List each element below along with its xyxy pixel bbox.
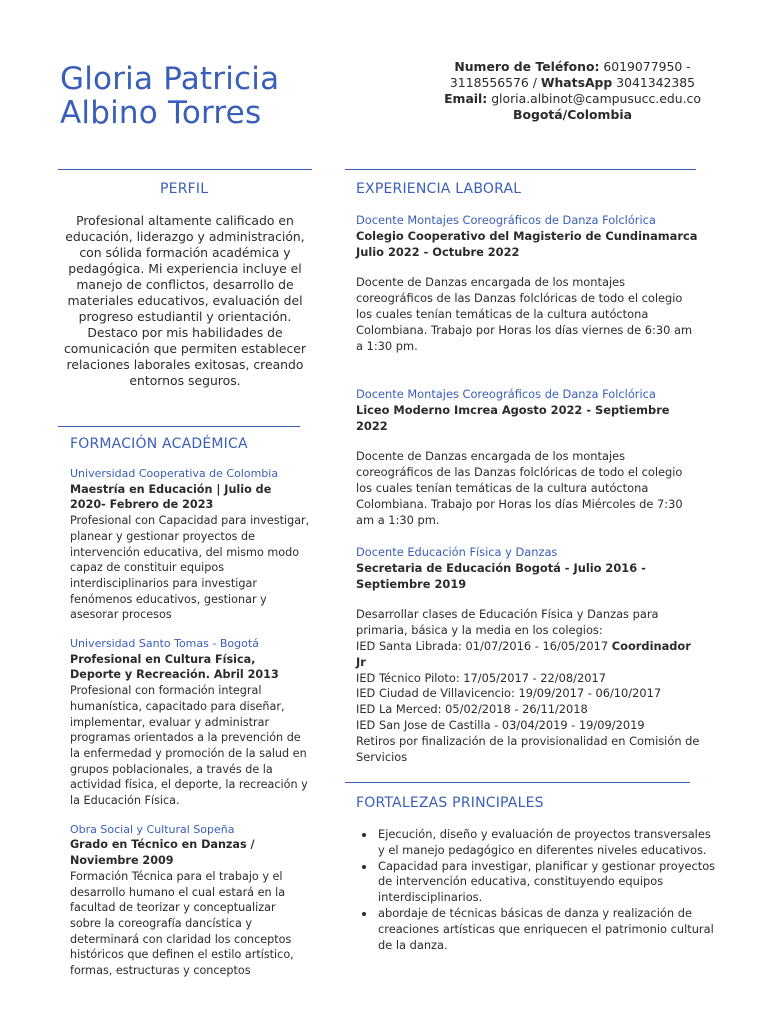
school-line: IED Ciudad de Villavicencio: 19/09/2017 - 06/10/2017 [356,686,662,701]
education-degree: Grado en Técnico en Danzas / Noviembre 2009 [70,838,255,868]
education-degree: Profesional en Cultura Física, Deporte y Recreación. Abril 2013 [70,652,279,682]
name-line-1: Gloria Patricia [60,61,280,97]
divider-perfil [58,169,312,170]
strength-item: • abordaje de técnicas básicas de danza y realización de creaciones artísticas que enriquecen el patrimonio cultural de la danza. [376,906,721,953]
school-line: Retiros por finalización de la provisionalidad en Comisión de Servicios [356,733,700,764]
divider-fortalezas [345,782,690,783]
job-description: Docente de Danzas encargada de los montajes coreográficos de las Danzas folclóricas de todo el colegio los cuales tenían temáticas de la cultura autóctona Colombiana. Trabajo por Horas los días viernes de 6:30 am a 1:30 pm. [356,275,693,353]
name-line-2: Albino Torres [60,95,262,131]
job-organization: Secretaria de Educación Bogotá - Julio 2016 - Septiembre 2019 [356,560,646,591]
formacion-list [70,466,310,992]
job-organization: Liceo Moderno Imcrea Agosto 2022 - Septiembre 2022 [356,402,670,433]
phone-value: 6019077950 - 3118556576 / [449,59,691,90]
education-institution: Universidad Santo Tomas - Bogotá [70,637,259,651]
job-title: Docente Montajes Coreográficos de Danza Folclórica [356,387,656,401]
education-institution: Obra Social y Cultural Sopeña [70,822,235,836]
education-description: Profesional con formación integral humanística, capacitado para diseñar, implementar, evaluar y administrar programas orientados a la prevención de la enfermedad y promoción de la salud en grupos poblacionales, a través de la actividad física, el deporte, la recreación y la Educación Física. [70,684,308,808]
divider-formacion [58,426,300,427]
experiencia-heading: EXPERIENCIA LABORAL [356,181,522,197]
fortalezas-list [356,827,721,953]
education-description: Profesional con Capacidad para investigar, planear y gestionar proyectos de intervención educativa, del mismo modo capaz de constituir equipos interdisciplinarios para investigar fenómenos educativos, gestionar y asesorar procesos [70,514,310,622]
job-dates: Julio 2022 - Octubre 2022 [356,244,520,259]
education-item [70,636,310,809]
strength-item: • Capacidad para investigar, planificar y gestionar proyectos de intervención educativa, constituyendo equipos interdisciplinarios. [376,859,721,906]
perfil-text: Profesional altamente calificado en educación, liderazgo y administración, con sólida formación académica y pedagógica. Mi experiencia incluye el manejo de conflictos, desarrollo de materiales educativos, evaluación del progreso estudiantil y orientación. Destaco por mis habilidades de comunicación que permiten establecer relaciones laborales exitosas, creando entornos seguros. [63,213,307,388]
school-line: IED San Jose de Castilla - 03/04/2019 - 19/09/2019 [356,717,645,732]
education-item [70,822,310,979]
job-title: Docente Educación Física y Danzas [356,545,558,559]
job-description: Desarrollar clases de Educación Física y Danzas para primaria, básica y la media en los colegios: [356,607,659,638]
job-item [356,387,701,528]
candidate-name [60,62,360,130]
email-label: Email: [444,91,488,106]
job-description: Docente de Danzas encargada de los montajes coreográficos de las Danzas folclóricas de todo el colegio los cuales tenían temáticas de la cultura autóctona Colombiana. Trabajo por Horas los días Miércoles de 7:30 am a 1:30 pm. [356,449,683,527]
location: Bogotá/Colombia [513,107,632,122]
formacion-heading: FORMACIÓN ACADÉMICA [70,436,248,452]
phone-label: Numero de Teléfono: [454,59,600,74]
education-description: Formación Técnica para el trabajo y el desarrollo humano el cual estará en la facultad de teorizar y conceptualizar sobre la coreografía dancística y determinará con claridad los conceptos históricos que definen el estilo artístico, formas, estructuras y conceptos [70,869,294,978]
job-item [356,545,701,765]
job-organization: Colegio Cooperativo del Magisterio de Cundinamarca [356,228,698,243]
school-line [356,639,701,671]
school-line-text: IED Santa Librada: 01/07/2016 - 16/05/2017 [356,638,612,653]
education-institution: Universidad Cooperativa de Colombia [70,467,279,480]
education-item [70,466,310,623]
contact-info [420,59,725,123]
fortalezas-heading: FORTALEZAS PRINCIPALES [356,795,544,811]
education-degree: Maestría en Educación | Julio de 2020- Febrero de 2023 [70,482,272,512]
perfil-heading: PERFIL [160,181,209,197]
school-line: IED Técnico Piloto: 17/05/2017 - 22/08/2017 [356,670,606,685]
whatsapp-label: WhatsApp [540,75,613,90]
strength-item: • Ejecución, diseño y evaluación de proyectos transversales y el manejo pedagógico en diferentes niveles educativos. [376,827,721,859]
job-title: Docente Montajes Coreográficos de Danza Folclórica [356,213,656,227]
whatsapp-value: 3041342385 [612,75,696,90]
divider-experiencia [345,169,696,170]
email-value: gloria.albinot@campusucc.edu.co [487,91,701,106]
school-line: IED La Merced: 05/02/2018 - 26/11/2018 [356,702,588,717]
school-line-role: Coordinador Jr [356,638,691,669]
job-item [356,213,701,354]
